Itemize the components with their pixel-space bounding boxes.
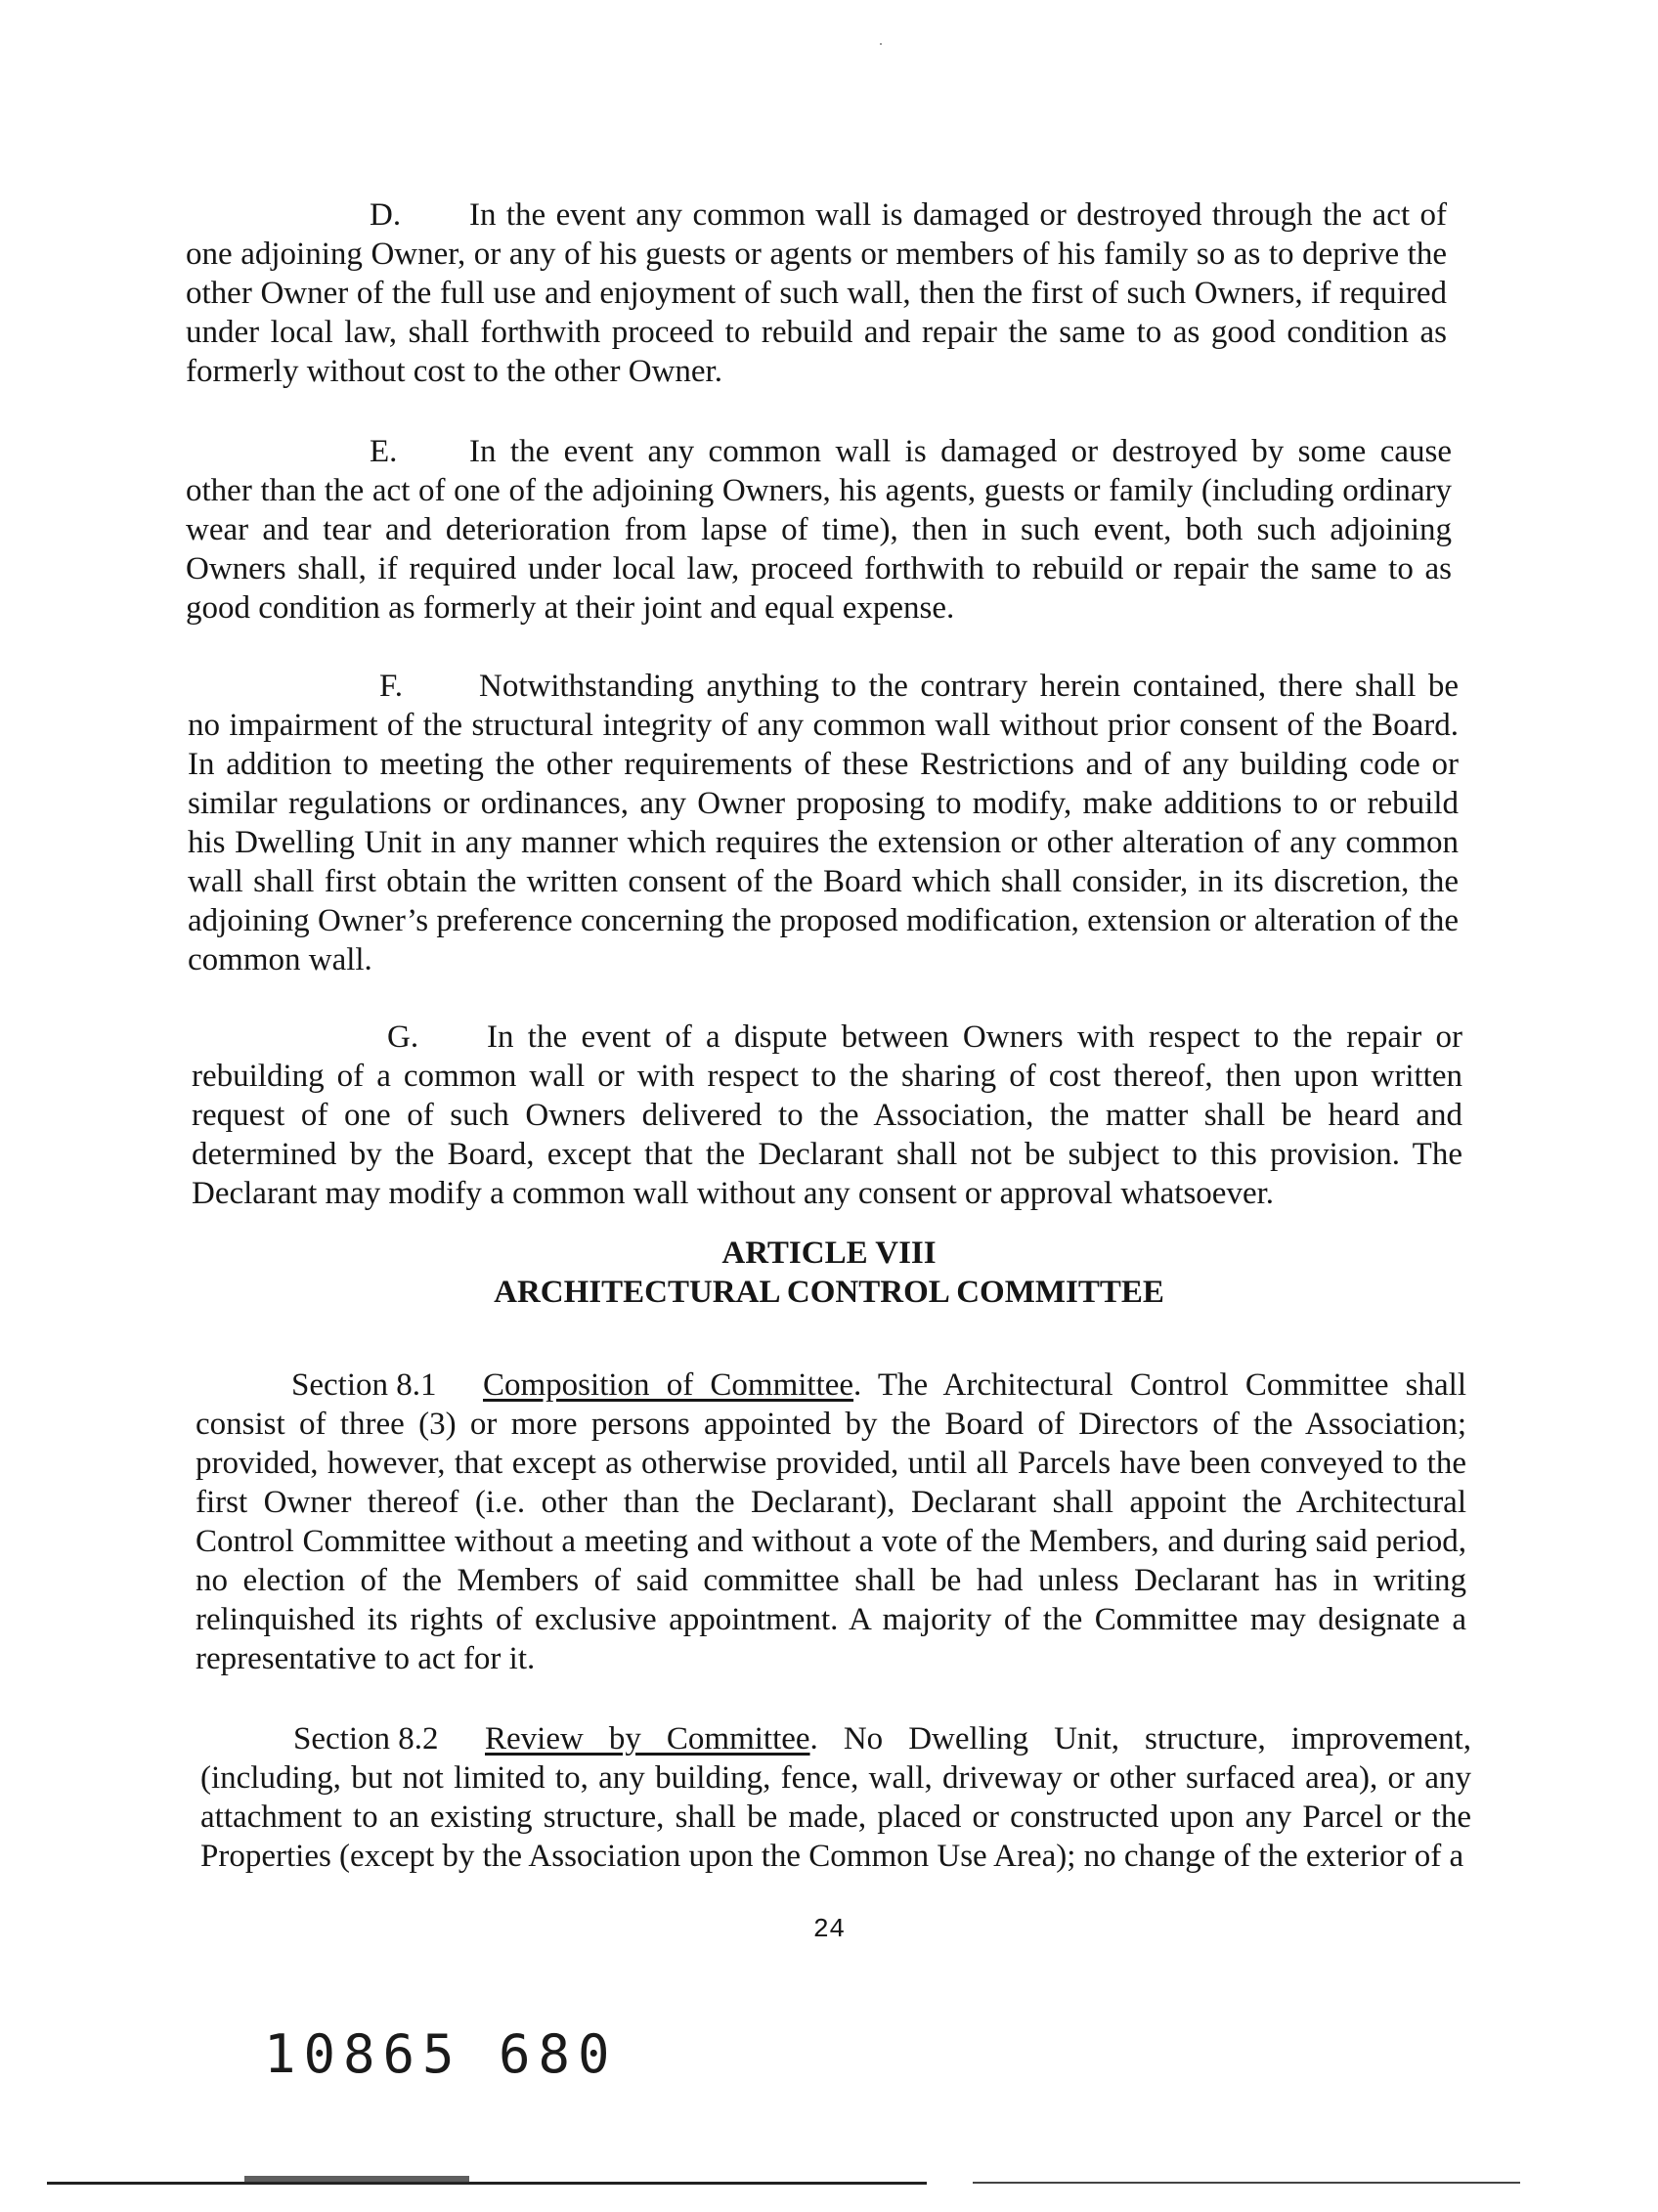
section-8-2-heading: Review by Committee: [485, 1721, 810, 1757]
paragraph-e-letter: E.: [370, 434, 398, 469]
paragraph-f-text: Notwithstanding anything to the contrary herein contained, there shall be no impairment of the structural integrity of any common wall without prior consent of the Board. In addition to meeting the other requirements of these Restrictions and of any building code or similar regulations or ordinances, any Owner proposing to modify, make additions to or rebuild his Dwelling Unit in any manner which requires the extension or other alteration of any common wall shall first obtain the written consent of the Board which shall consider, in its discretion, the adjoining Owner’s preference concerning the proposed modification, extension or alteration of the common wall.: [188, 669, 1459, 977]
paragraph-f-letter: F.: [379, 669, 403, 704]
paragraph-g-text: In the event of a dispute between Owners with respect to the repair or rebuilding of a common wall or with respect to the sharing of cost thereof, then upon written request of one of such Owners delivered to the Association, the matter shall be heard and determined by the Board, except that the Declarant shall not be subject to this provision. The Declarant may modify a common wall without any consent or approval whatsoever.: [192, 1019, 1462, 1211]
article-number: ARTICLE VIII: [721, 1236, 937, 1271]
paragraph-g: [192, 1018, 1462, 1213]
page-stamp: 680: [499, 2023, 618, 2085]
section-8-2-text: No Dwelling Unit, structure, improvement, (including, but not limited to, any building, fence, wall, driveway or other surfaced area), or any attachment to an existing structure, shall be made, placed or constructed upon any Parcel or the Properties (except by the Association upon the Common Use Area); no change of the exterior of a: [200, 1721, 1471, 1874]
paragraph-d-text: In the event any common wall is damaged or destroyed through the act of one adjoining Owner, or any of his guests or agents or members of his family so as to deprive the other Owner of the full use and enjoyment of such wall, then the first of such Owners, if required under local law, shall forthwith proceed to rebuild and repair the same to as good condition as formerly without cost to the other Owner.: [186, 197, 1447, 389]
paragraph-f: [188, 667, 1459, 979]
scan-edge-rule-right: [973, 2182, 1520, 2184]
scan-edge-rule-smudge: [244, 2176, 469, 2183]
section-8-1-heading: Composition of Committee: [483, 1367, 854, 1403]
section-8-1-label: Section 8.1: [291, 1367, 437, 1403]
section-8-2-label: Section 8.2: [293, 1721, 439, 1757]
paragraph-e-text: In the event any common wall is damaged or destroyed by some cause other than the act of one of the adjoining Owners, his agents, guests or family (including ordinary wear and tear and deterioration from lapse of time), then in such event, both such adjoining Owners shall, if required under local law, proceed forthwith to rebuild or repair the same to as good condition as formerly at their joint and equal expense.: [186, 434, 1452, 626]
article-title: ARCHITECTURAL CONTROL COMMITTEE: [494, 1275, 1164, 1310]
paragraph-d-letter: D.: [370, 197, 402, 233]
paragraph-e: [186, 432, 1452, 628]
paragraph-d: [186, 195, 1447, 391]
scan-speck: [880, 43, 882, 45]
page-number: 24: [812, 1916, 846, 1945]
section-8-1-text: The Architectural Control Committee shall consist of three (3) or more persons appointed by the Board of Directors of the Association; provided, however, that except as otherwise provided, until all Parcels have been conveyed to the first Owner thereof (i.e. other than the Declarant), Declarant shall appoint the Architectural Control Committee without a meeting and without a vote of the Members, and during said period, no election of the Members of said committee shall be had unless Declarant has in writing relinquished its rights of exclusive appointment. A majority of the Committee may designate a representative to act for it.: [196, 1367, 1466, 1676]
book-number-stamp: 10865: [264, 2023, 462, 2085]
paragraph-g-letter: G.: [387, 1019, 419, 1055]
section-8-1: Section 8.1 Composition of Committee. The Architectural Control Committee shall consist of three (3) or more persons appointed by the Board of Directors of the Association; provided, however, that except as otherwise provided, until all Parcels have been conveyed to the first Owner thereof (i.e. other than the Declarant), Declarant shall appoint the Architectural Control Committee without a meeting and without a vote of the Members, and during said period, no election of the Members of said committee shall be had unless Declarant has in writing relinquished its rights of exclusive appointment. A majority of the Committee may designate a representative to act for it.: [196, 1367, 1466, 1676]
section-8-2: Section 8.2 Review by Committee. No Dwelling Unit, structure, improvement, (including, but not limited to, any building, fence, wall, driveway or other surfaced area), or any attachment to an existing structure, shall be made, placed or constructed upon any Parcel or the Properties (except by the Association upon the Common Use Area); no change of the exterior of a: [200, 1721, 1471, 1874]
scan-edge-rule-left: [47, 2182, 927, 2185]
